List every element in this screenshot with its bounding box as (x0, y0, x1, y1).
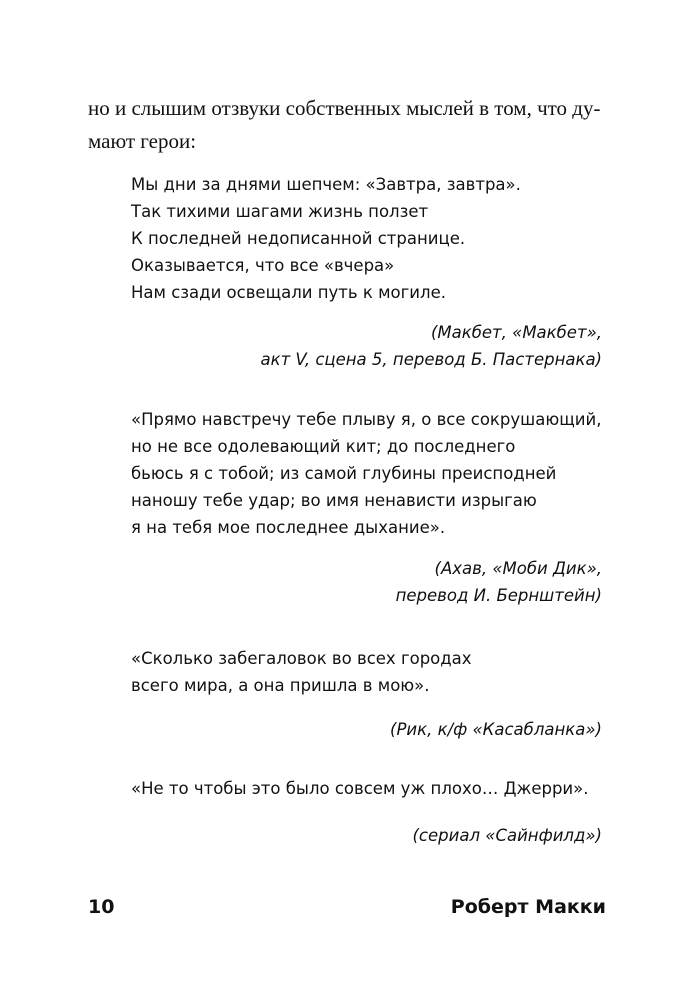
quote-line: «Не то чтобы это было совсем уж плохо… Джерри». (131, 779, 589, 798)
attribution-seinfeld (102, 822, 602, 849)
quote-line: Оказывается, что все «вчера» (131, 256, 395, 275)
attribution-casablanca (102, 716, 602, 743)
attribution-line: (Макбет, «Макбет», (430, 323, 602, 342)
quote-line: «Прямо навстречу тебе плыву я, о все сокрушающий, (131, 410, 602, 429)
intro-line: но и слышим отзвуки собственных мыслей в том, что ду- (88, 96, 601, 120)
attribution-line: (сериал «Сайнфилд») (412, 826, 602, 845)
page-footer (88, 896, 606, 926)
quote-casablanca (131, 645, 631, 699)
quote-line: всего мира, а она пришла в мою». (131, 676, 430, 695)
quote-line: Мы дни за днями шепчем: «Завтра, завтра». (131, 175, 521, 194)
quote-line: К последней недописанной странице. (131, 229, 466, 248)
intro-paragraph (88, 92, 628, 158)
quote-line: я на тебя мое последнее дыхание». (131, 518, 446, 537)
attribution-line: (Ахав, «Моби Дик», (434, 559, 602, 578)
quote-line: наношу тебе удар; во имя ненависти изрыгаю (131, 491, 537, 510)
quote-moby-dick (131, 406, 631, 541)
quote-line: «Сколько забегаловок во всех городах (131, 649, 472, 668)
page-number: 10 (88, 896, 115, 918)
quote-line: но не все одолевающий кит; до последнего (131, 437, 516, 456)
intro-line: мают герои: (88, 129, 197, 153)
running-author: Роберт Макки (450, 896, 606, 918)
quote-line: Нам сзади освещали путь к могиле. (131, 283, 446, 302)
attribution-macbeth (102, 319, 602, 373)
quote-line: бьюсь я с тобой; из самой глубины преисподней (131, 464, 557, 483)
attribution-line: акт V, сцена 5, перевод Б. Пастернака) (260, 350, 602, 369)
attribution-line: перевод И. Бернштейн) (395, 586, 602, 605)
quote-seinfeld (131, 775, 631, 802)
quote-macbeth (131, 171, 631, 306)
attribution-line: (Рик, к/ф «Касабланка») (390, 720, 602, 739)
attribution-moby-dick (102, 555, 602, 609)
quote-line: Так тихими шагами жизнь ползет (131, 202, 429, 221)
